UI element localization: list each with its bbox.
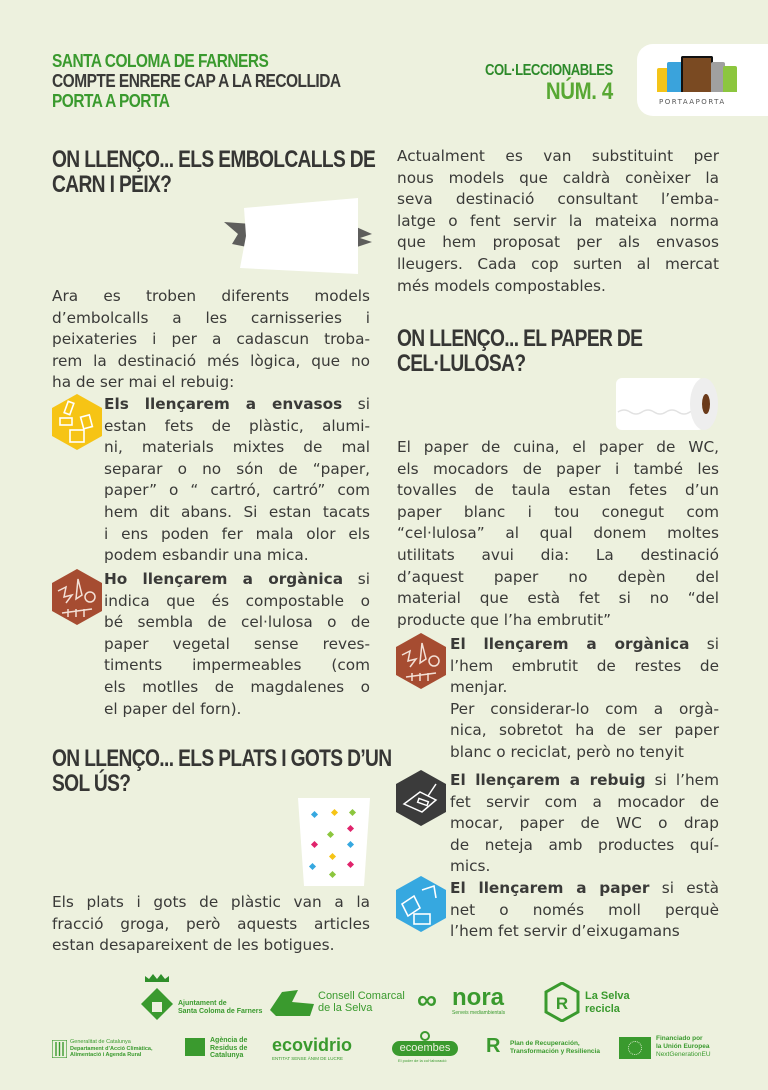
section2-body: Els plats i gots de plàstic van a la fracció groga, però aquests articles estan desapareixent de les botigues. bbox=[52, 893, 370, 955]
continuation-text: Actualment es van substituint per nous models que caldrà conèixer la seva destinació consultant l’emba- latge o fent servir la mateixa norma que hem proposat per als envasos lleugers. Cada cop surten al mercat més models compostables. bbox=[397, 147, 719, 295]
plan-recuperacion-logo: Plan de Recuperación, Transformación y Resiliencia bbox=[510, 1040, 600, 1055]
cup-icon bbox=[298, 798, 370, 886]
ecovidrio-subtitle: ENTITAT SENSE ÀNIM DE LUCRE bbox=[272, 1056, 344, 1061]
nora-subtitle: Serveis mediambientals bbox=[452, 1010, 506, 1016]
generalitat-emblem-icon bbox=[52, 1040, 67, 1058]
agencia-residus-icon bbox=[185, 1038, 205, 1056]
header-porta-a-porta: PORTA A PORTA bbox=[52, 91, 170, 111]
organica-icon-right bbox=[396, 633, 446, 689]
eu-flag-icon bbox=[619, 1037, 651, 1059]
rebuig-item: El llençarem a rebuig si l’hem fet servir com a mocador de mocar, paper de WC o drap de neteja amb productes quí- mics. bbox=[450, 771, 719, 876]
section3-title-line1: ON LLENÇO... EL PAPER DE bbox=[397, 325, 643, 352]
ajuntament-logo: Ajuntament de Santa Coloma de Farners bbox=[178, 1000, 263, 1015]
porta-a-porta-logo bbox=[637, 44, 768, 116]
section2-title-line1: ON LLENÇO... ELS PLATS I GOTS D’UN bbox=[52, 745, 392, 772]
paper-item: El llençarem a paper si està net o només moll perquè l’hem fet servir d’eixugamans bbox=[450, 879, 719, 941]
paper-roll-icon bbox=[614, 376, 720, 434]
ecoembes-leaf-icon bbox=[420, 1031, 430, 1041]
ecoembes-logo: ecoembes bbox=[399, 1042, 451, 1054]
fish-wrapper-icon bbox=[222, 196, 374, 276]
la-selva-recicla-hex-icon bbox=[544, 982, 580, 1022]
ecoembes-badge bbox=[392, 1041, 458, 1056]
section3-body: El paper de cuina, el paper de WC, els mocadors de paper i també les tovalles de taula estan fetes d’un paper blanc i tou conegut com “cel·lulosa” al qual donem moltes utilitats avui dia: La destinació d’aquest paper no depèn del material que està fet si no “del producte que l’ha embrutit” bbox=[397, 438, 719, 629]
issue-number: NÚM. 4 bbox=[545, 78, 613, 105]
organica-icon bbox=[52, 569, 102, 625]
nora-symbol-icon: ∞ bbox=[417, 984, 437, 1015]
organica-item-left: Ho llençarem a orgànica si indica que és compostable o bé sembla de cel·lulosa o de paper vegetal sense reves- timents impermeables (com els motlles de magdalenes o el paper del forn). bbox=[104, 570, 370, 718]
section3-title-line2: CEL·LULOSA? bbox=[397, 350, 526, 377]
rebuig-icon bbox=[396, 770, 446, 826]
section1-title-line2: CARN I PEIX? bbox=[52, 171, 172, 198]
generalitat-logo: Generalitat de Catalunya Departament d’Acció Climàtica, Alimentació i Agenda Rural bbox=[70, 1039, 153, 1058]
section2-title-line2: SOL ÚS? bbox=[52, 770, 131, 797]
header-town: SANTA COLOMA DE FARNERS bbox=[52, 51, 269, 71]
organica-item-right: El llençarem a orgànica si l’hem embrutit de restes de menjar. Per considerar-lo com a orgà- nica, sobretot ha de ser paper blanc o reciclat, però no tenyit bbox=[450, 635, 719, 761]
ecovidrio-logo: ecovidrio bbox=[272, 1035, 353, 1055]
la-selva-recicla-logo: La Selva recicla bbox=[585, 990, 630, 1015]
nora-logo: nora bbox=[452, 984, 505, 1011]
agencia-residus-logo: Agència de Residus de Catalunya bbox=[210, 1037, 248, 1059]
plan-recuperacion-r-icon: R bbox=[486, 1035, 501, 1057]
envasos-item: Els llençarem a envasos si estan fets de plàstic, alumi- ni, materials mixtes de mal separar o no són de “paper, paper” o “ cartró, cartró” com hem dit abans. Si estan tacats i ens poden fer mala olor els podem esbandir una mica. bbox=[104, 395, 370, 565]
eu-funding-logo: Financiado por la Unión Europea NextGenerationEU bbox=[656, 1035, 711, 1058]
header-countdown: COMPTE ENRERE CAP A LA RECOLLIDA bbox=[52, 71, 341, 91]
ecoembes-subtitle: El poder de la col·laboració bbox=[398, 1058, 447, 1063]
svg-text:R: R bbox=[555, 994, 569, 1013]
section1-title-line1: ON LLENÇO... ELS EMBOLCALLS DE bbox=[52, 146, 376, 173]
ajuntament-crest-icon bbox=[139, 972, 175, 1022]
envasos-icon bbox=[52, 394, 102, 450]
collection-label: COL·LECCIONABLES bbox=[485, 62, 613, 79]
section1-intro: Ara es troben diferents models d’embolcalls a les carnisseries i peixateries i per a cadascun troba- rem la destinació més lògica, que no ha de ser mai el rebuig: bbox=[52, 287, 370, 392]
consell-comarcal-logo: Consell Comarcal de la Selva bbox=[318, 990, 405, 1014]
paper-icon bbox=[396, 876, 446, 932]
porta-a-porta-logo-text: PORTAAPORTA bbox=[659, 98, 726, 106]
consell-comarcal-logo-icon bbox=[270, 988, 316, 1016]
bins-icon bbox=[657, 56, 737, 92]
